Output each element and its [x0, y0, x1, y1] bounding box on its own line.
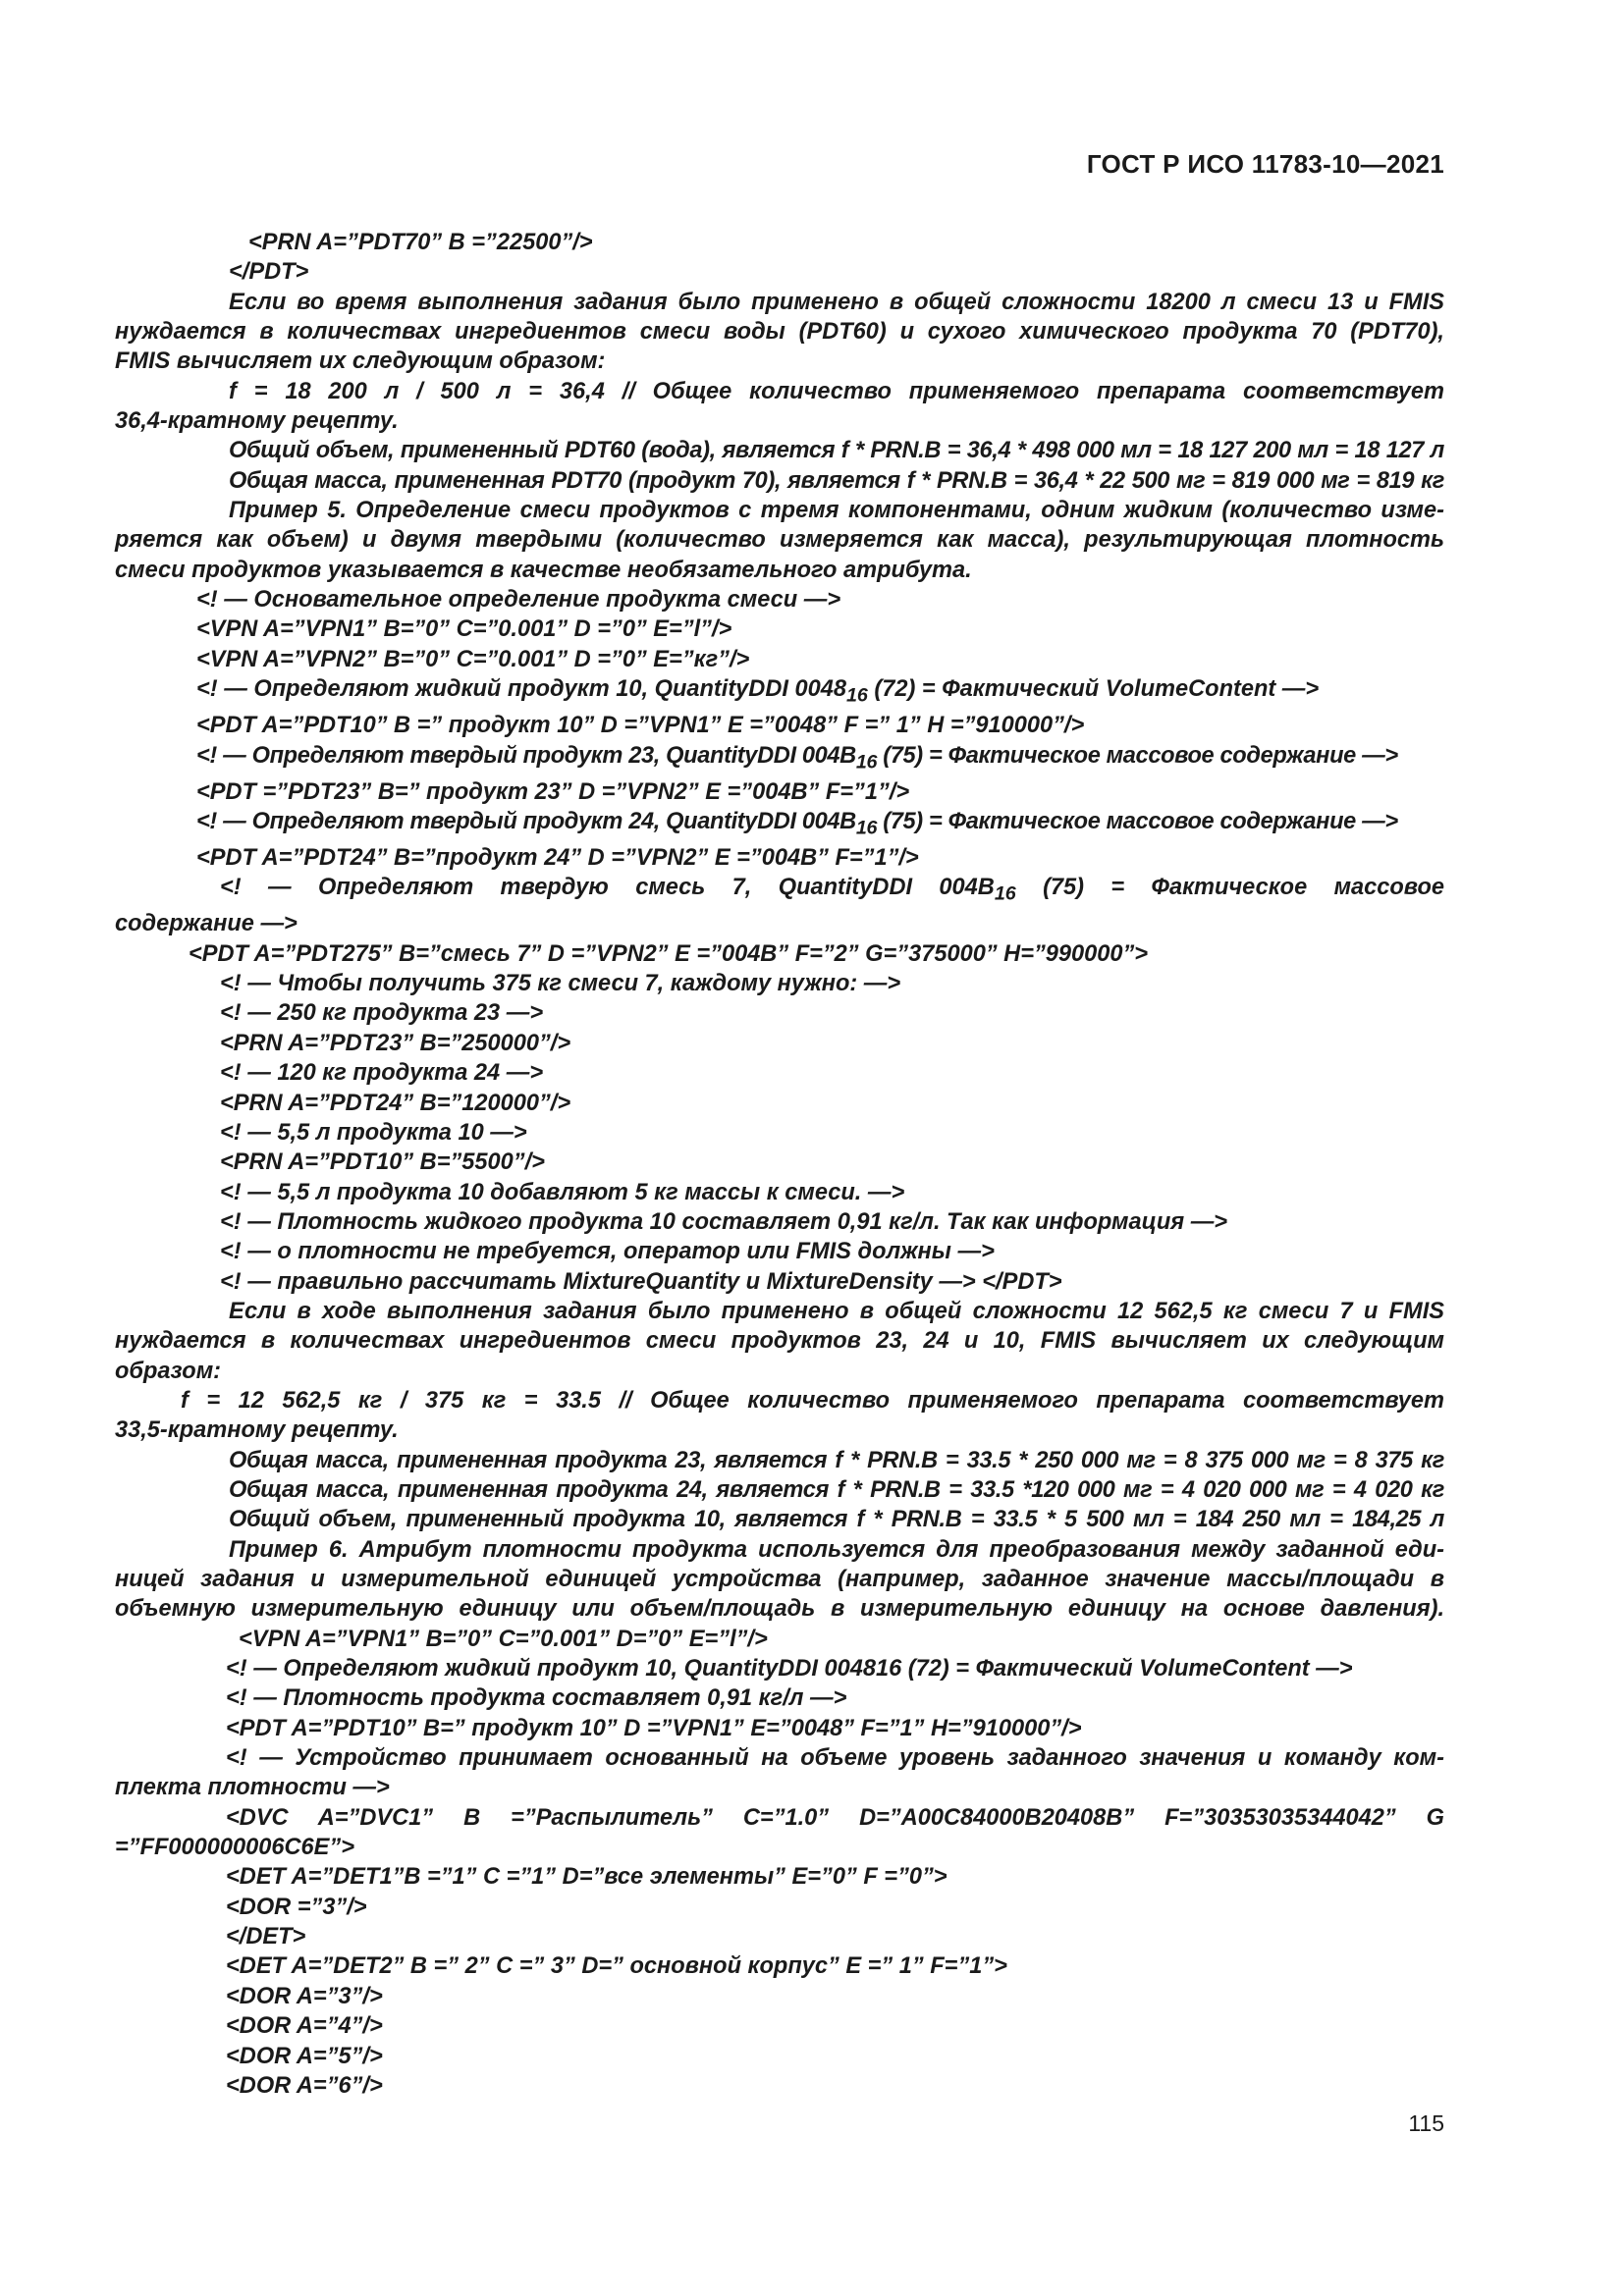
text-line: Общая масса, примененная PDT70 (продукт 70), является f * PRN.B = 36,4 * 22 500 мг = 819 000 мг = 819 кг: [229, 467, 1444, 494]
text-line: <DOR A=”3”/>: [226, 1983, 383, 2009]
text-line: f = 12 562,5 кг / 375 кг = 33.5 // Общее количество применяемого препарата соответствует: [181, 1387, 1444, 1414]
text-line: <! — Определяют твердый продукт 24, QuantityDDI $004B_{16}$ (75) = Фактическое массовое содержание —>: [196, 808, 1398, 839]
text-line: <DVC A=”DVC1” B =”Распылитель” C=”1.0” D=”A00C84000B20408B” F=”30353035344042” G: [226, 1804, 1444, 1831]
document-body: [115, 228, 1444, 2101]
text-line: =”FF000000006C6E”>: [115, 1835, 354, 1861]
text-line: образом:: [115, 1358, 222, 1384]
text-line: <DOR =”3”/>: [226, 1894, 367, 1920]
text-line: <! — Плотность жидкого продукта 10 составляет 0,91 кг/л. Так как информация —>: [220, 1208, 1228, 1235]
text-line: </PDT>: [229, 259, 309, 286]
text-line: Пример 6. Атрибут плотности продукта используется для преобразования между заданной еди-: [229, 1536, 1444, 1563]
text-line: <PRN A=”PDT70” B =”22500”/>: [248, 230, 593, 255]
text-line: <! — Определяют жидкий продукт 10, QuantityDDI $0048_{16}$ (72) = Фактический VolumeContent —>: [196, 676, 1320, 707]
text-line: f = 18 200 л / 500 л = 36,4 // Общее количество применяемого препарата соответствует: [229, 378, 1444, 404]
text-line: Общая масса, примененная продукта 23, является f * PRN.B = 33.5 * 250 000 мг = 8 375 000 мг = 8 375 кг: [229, 1447, 1444, 1473]
text-line: нуждается в количествах ингредиентов смеси продуктов 23, 24 и 10, FMIS вычисляет их следующим: [115, 1328, 1444, 1355]
text-line: <! — правильно рассчитать MixtureQuantity и MixtureDensity —> </PDT>: [220, 1268, 1062, 1295]
text-line: Если в ходе выполнения задания было применено в общей сложности 12 562,5 кг смеси 7 и FMIS: [229, 1298, 1444, 1324]
text-line: 33,5-кратному рецепту.: [115, 1417, 399, 1444]
text-line: Пример 5. Определение смеси продуктов с тремя компонентами, одним жидким (количество изме-: [229, 498, 1444, 524]
document-code-header: ГОСТ Р ИСО 11783-10—2021: [1086, 149, 1444, 179]
text-line: <DOR A=”6”/>: [226, 2072, 383, 2099]
text-line: содержание —>: [115, 911, 298, 937]
text-line: Если во время выполнения задания было применено в общей сложности 18200 л смеси 13 и FMIS: [229, 289, 1444, 315]
text-line: Общий объем, примененный PDT60 (вода), является f * PRN.B = 36,4 * 498 000 мл = 18 127 200 мл = 18 127 л: [229, 438, 1444, 464]
text-line: <! — Определяют твердый продукт 23, QuantityDDI $004B_{16}$ (75) = Фактическое массовое содержание —>: [196, 742, 1398, 774]
text-line: <! — 120 кг продукта 24 —>: [220, 1060, 544, 1087]
text-line: <! — 250 кг продукта 23 —>: [220, 1000, 544, 1027]
text-line: <PDT A=”PDT24” B=”продукт 24” D =”VPN2” E =”004B” F=”1”/>: [196, 845, 919, 872]
text-line: <! — Устройство принимает основанный на объеме уровень заданного значения и команду ком-: [226, 1745, 1444, 1772]
text-line: <! — Чтобы получить 375 кг смеси 7, каждому нужно: —>: [220, 971, 901, 997]
text-line: <! — Определяют жидкий продукт 10, QuantityDDI 004816 (72) = Фактический VolumeContent —>: [226, 1656, 1353, 1682]
text-line: <PRN A=”PDT24” B=”120000”/>: [220, 1090, 571, 1116]
text-line: <! — Определяют твердую смесь 7, QuantityDDI $004B_{16}$ (75) = Фактическое массовое: [220, 875, 1445, 906]
text-line: <! — о плотности не требуется, оператор или FMIS должны —>: [220, 1239, 995, 1265]
text-line: <PRN A=”PDT10” B=”5500”/>: [220, 1149, 545, 1176]
text-line: ряется как объем) и двумя твердыми (количество измеряется как масса), результирующая плотность: [115, 527, 1444, 554]
text-line: Общий объем, примененный продукта 10, является f * PRN.B = 33.5 * 5 500 мл = 184 250 мл = 184,25 л: [229, 1507, 1444, 1533]
text-line: плекта плотности —>: [115, 1775, 390, 1801]
text-line: <VPN A=”VPN2” B=”0” C=”0.001” D =”0” E=”кг”/>: [196, 646, 750, 672]
text-line: <! — 5,5 л продукта 10 добавляют 5 кг массы к смеси. —>: [220, 1179, 905, 1205]
text-line: <VPN A=”VPN1” B=”0” C=”0.001” D =”0” E=”l”/>: [196, 616, 732, 643]
text-line: <VPN A=”VPN1” B=”0” C=”0.001” D=”0” E=”l”/>: [239, 1626, 768, 1652]
text-line: <PDT A=”PDT275” B=”смесь 7” D =”VPN2” E =”004B” F=”2” G=”375000” H=”990000”>: [189, 940, 1149, 967]
text-line: смеси продуктов указывается в качестве необязательного атрибута.: [115, 557, 972, 583]
text-line: объемную измерительную единицу или объем/площадь в измерительную единицу на основе давления).: [115, 1596, 1444, 1623]
text-line: </DET>: [226, 1924, 306, 1950]
page-number: 115: [1408, 2110, 1444, 2136]
text-line: <DET A=”DET2” B =” 2” C =” 3” D=” основной корпус” E =” 1” F=”1”>: [226, 1953, 1007, 1980]
text-line: <PDT A=”PDT10” B =” продукт 10” D =”VPN1” E =”0048” F =” 1” H =”910000”/>: [196, 713, 1085, 739]
text-line: <PDT =”PDT23” B=” продукт 23” D =”VPN2” E =”004B” F=”1”/>: [196, 778, 910, 805]
text-line: <PDT A=”PDT10” B=” продукт 10” D =”VPN1” E=”0048” F=”1” H=”910000”/>: [226, 1715, 1082, 1741]
text-line: <DET A=”DET1”B =”1” C =”1” D=”все элементы” E=”0” F =”0”>: [226, 1864, 947, 1891]
text-line: <DOR A=”4”/>: [226, 2013, 383, 2040]
text-line: <! — Плотность продукта составляет 0,91 кг/л —>: [226, 1685, 847, 1712]
text-line: ницей задания и измерительной единицей устройства (например, заданное значение массы/площади в: [115, 1567, 1444, 1592]
text-line: <DOR A=”5”/>: [226, 2043, 383, 2069]
text-line: 36,4-кратному рецепту.: [115, 408, 399, 435]
text-line: FMIS вычисляет их следующим образом:: [115, 348, 606, 375]
text-line: <PRN A=”PDT23” B=”250000”/>: [220, 1030, 571, 1056]
text-line: <! — 5,5 л продукта 10 —>: [220, 1119, 527, 1146]
text-line: <! — Основательное определение продукта смеси —>: [196, 587, 841, 614]
text-line: нуждается в количествах ингредиентов смеси воды (PDT60) и сухого химического продукта 70 (PDT70),: [115, 319, 1444, 346]
text-line: Общая масса, примененная продукта 24, является f * PRN.B = 33.5 *120 000 мг = 4 020 000 мг = 4 020 кг: [229, 1476, 1444, 1503]
